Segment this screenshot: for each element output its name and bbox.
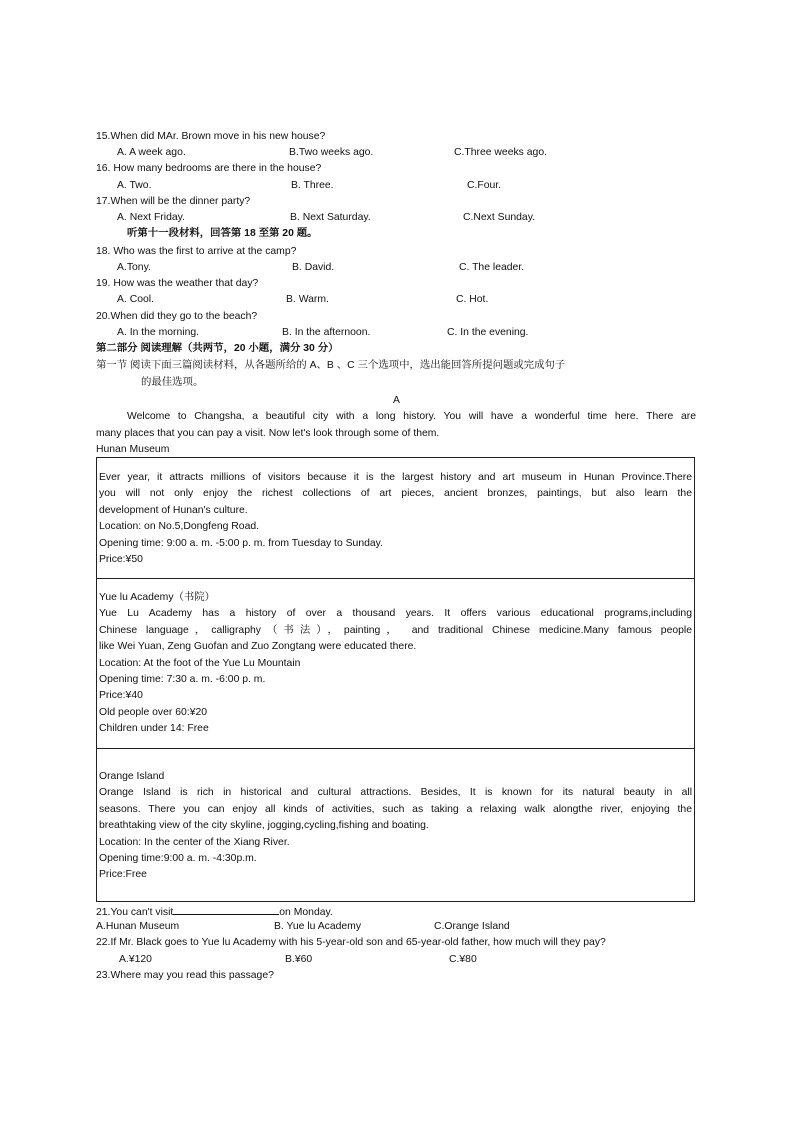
box1-location: Location: on No.5,Dongfeng Road. [99,521,260,533]
section-instruction-line2: 的最佳选项。 [141,377,204,388]
q16-option-b: B. Three. [291,180,334,191]
q18-option-b: B. David. [292,262,335,273]
passage-letter: A [393,395,400,406]
question-21 [96,903,333,920]
box2-para-line3: like Wei Yuan, Zeng Guofan and Zuo Zongtang were educated there. [99,641,417,653]
q15-option-b: B.Two weeks ago. [289,147,374,158]
q17-option-a: A. Next Friday. [117,212,185,223]
q16-option-a: A. Two. [117,180,152,191]
question-23: 23.Where may you read this passage? [96,970,274,981]
question-18: 18. Who was the first to arrive at the camp? [96,246,297,257]
yuelu-academy-box [96,578,695,749]
question-16: 16. How many bedrooms are there in the house? [96,163,322,174]
q21-end: on Monday. [279,907,333,918]
section-instruction-line1: 第一节 阅读下面三篇阅读材料，从各题所给的 A、B 、C 三个选项中，选出能回答所提问题或完成句子 [96,360,566,371]
box3-heading: Orange Island [99,771,165,782]
question-22: 22.If Mr. Black goes to Yue lu Academy with his 5-year-old son and 65-year-old father, how much will they pay? [96,937,606,948]
q21-start: 21.You can't visit [96,907,174,918]
box1-para-line1: Ever year, it attracts millions of visitors because it is the largest history and art museum in Hunan Province.There [99,472,692,483]
question-17: 17.When will be the dinner party? [96,196,251,207]
box3-price: Price:Free [99,869,147,881]
box2-location: Location: At the foot of the Yue Lu Mountain [99,657,301,669]
box3-opening-time: Opening time:9:00 a. m. -4:30p.m. [99,853,257,865]
question-19: 19. How was the weather that day? [96,278,259,289]
box2-old-people-price: Old people over 60:¥20 [99,706,208,718]
q18-option-c: C. The leader. [459,262,525,273]
section-note: 听第十一段材料，回答第 18 至第 20 题。 [127,228,318,239]
box3-location: Location: In the center of the Xiang River. [99,836,290,848]
q20-option-c: C. In the evening. [447,327,529,338]
q16-option-c: C.Four. [467,180,502,191]
q17-option-c: C.Next Sunday. [463,212,535,223]
question-20: 20.When did they go to the beach? [96,311,258,322]
answer-blank [173,903,279,915]
box1-price: Price:¥50 [99,554,143,566]
q21-option-c: C.Orange Island [434,921,510,932]
box2-para-line2: Chinese language，calligraphy（书法），painting， and traditional Chinese medicine.Many famous people [99,624,692,636]
q15-option-a: A. A week ago. [117,147,186,158]
q18-option-a: A.Tony. [117,262,151,273]
q15-option-c: C.Three weeks ago. [454,147,547,158]
box3-para-line1: Orange Island is rich in historical and cultural attractions. Besides, It is known for its natural beauty in all [99,787,692,799]
hunan-museum-box [96,457,695,579]
box1-para-line2: you will not only enjoy the richest collections of art pieces, ancient bronzes, paintings, but also learn the [99,488,692,500]
q19-option-a: A. Cool. [117,294,154,305]
q21-option-b: B. Yue lu Academy [274,921,362,932]
q17-option-b: B. Next Saturday. [290,212,371,223]
box2-heading: Yue lu Academy（书院） [99,592,216,603]
q20-option-b: B. In the afternoon. [282,327,371,338]
box3-para-line2: seasons. There you can enjoy all kinds of activities, such as taking a relaxing walk alongthe river, enjoying the [99,803,692,815]
orange-island-box [96,748,695,902]
box1-heading: Hunan Museum [96,444,170,455]
intro-line1: Welcome to Changsha, a beautiful city with a long history. You will have a wonderful time here. There are [127,411,696,422]
box2-children-price: Children under 14: Free [99,723,209,735]
intro-line2: many places that you can pay a visit. Now let's look through some of them. [96,428,440,439]
q22-option-a: A.¥120 [119,954,152,965]
q19-option-c: C. Hot. [456,294,489,305]
question-15: 15.When did MAr. Brown move in his new house? [96,131,326,142]
q20-option-a: A. In the morning. [117,327,200,338]
q21-option-a: A.Hunan Museum [96,921,180,932]
box3-para-line3: breathtaking view of the city skyline, jogging,cycling,fishing and boating. [99,820,429,832]
q22-option-b: B.¥60 [285,954,313,965]
part-title: 第二部分 阅读理解（共两节，20 小题，满分 30 分） [96,343,339,354]
box2-para-line1: Yue Lu Academy has a history of over a thousand years. It offers various educational programs,including [99,608,692,620]
q22-option-c: C.¥80 [449,954,477,965]
box1-opening-time: Opening time: 9:00 a. m. -5:00 p. m. from Tuesday to Sunday. [99,537,383,549]
box1-para-line3: development of Hunan's culture. [99,504,248,516]
box2-price: Price:¥40 [99,690,143,702]
box2-opening-time: Opening time: 7:30 a. m. -6:00 p. m. [99,674,266,686]
q19-option-b: B. Warm. [286,294,329,305]
